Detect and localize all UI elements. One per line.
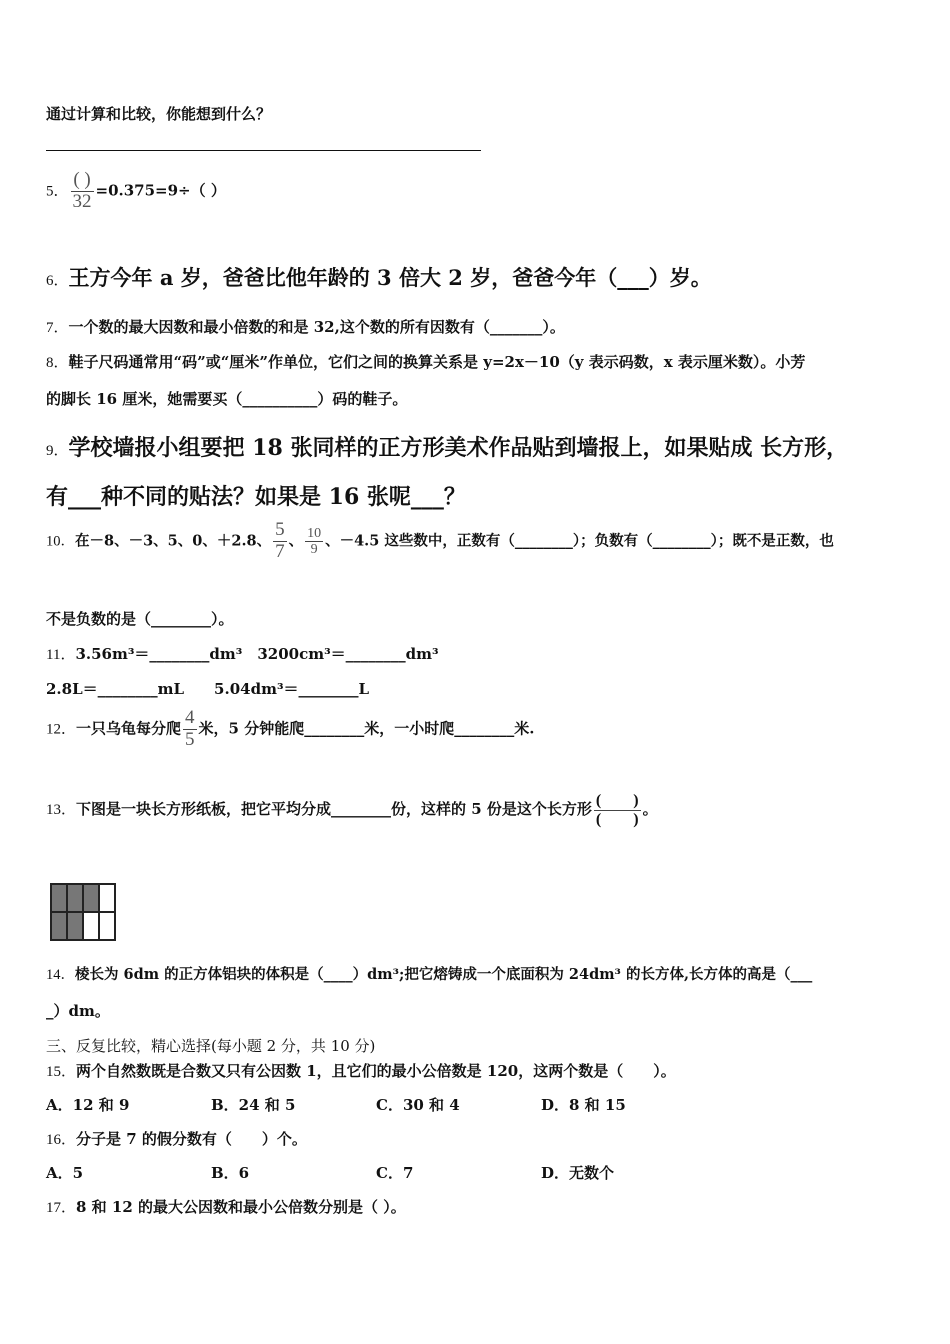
question-5: 5． $\frac{( )}{32}$ =0.375=9÷（ ） bbox=[46, 169, 226, 212]
question-14-cont: _）dm。 bbox=[46, 1002, 110, 1020]
question-9: 9．学校墙报小组要把 18 张同样的正方形美术作品贴到墙报上，如果贴成 长方形， bbox=[46, 435, 849, 461]
section-3-heading: 三、反复比较，精心选择(每小题 2 分，共 10 分) bbox=[46, 1037, 376, 1055]
question-9-cont: 有___种不同的贴法？如果是 16 张呢___？ bbox=[46, 484, 466, 510]
option-a[interactable]: A．5 bbox=[46, 1164, 84, 1182]
option-d[interactable]: D．无数个 bbox=[541, 1164, 615, 1182]
question-10: 10．在－8、－3、5、0、＋2.8、 $\frac{5}{7}$ 、 $\frac{10}{9}$ 、－4.5 这些数中，正数有（________）；负数有（________）；既不是正数，也 bbox=[46, 519, 834, 562]
q5-fraction: $\frac{( )}{32}$ bbox=[72, 169, 92, 212]
question-14: 14．棱长为 6dm 的正方体铝块的体积是（____）dm³;把它熔铸成一个底面积为 24dm³ 的长方体,长方体的高是（___ bbox=[46, 966, 813, 983]
option-c[interactable]: C．7 bbox=[376, 1164, 414, 1182]
q10-fraction-2: $\frac{10}{9}$ bbox=[307, 525, 322, 557]
question-16-options bbox=[46, 1162, 706, 1183]
question-13: 13．下图是一块长方形纸板，把它平均分成________份，这样的 5 份是这个长方形 $\frac{( )}{( )}$ 。 bbox=[46, 792, 658, 828]
question-12: 12．一只乌龟每分爬 $\frac{4}{5}$ 米，5 分钟能爬________米，一小时爬________米. bbox=[46, 707, 535, 750]
question-16: 16．分子是 7 的假分数有（ ）个。 bbox=[46, 1130, 307, 1148]
option-b[interactable]: B．24 和 5 bbox=[211, 1096, 296, 1114]
q12-fraction: $\frac{4}{5}$ bbox=[185, 707, 195, 750]
question-10-cont: 不是负数的是（________）。 bbox=[46, 610, 234, 628]
question-11: 11．3.56m³＝________dm³ 3200cm³＝________dm³ bbox=[46, 645, 439, 663]
question-8-cont: 的脚长 16 厘米，她需要买（__________）码的鞋子。 bbox=[46, 390, 408, 408]
question-8: 8．鞋子尺码通常用“码”或“厘米”作单位，它们之间的换算关系是 y=2x－10（y 表示码数，x 表示厘米数）。小芳 bbox=[46, 353, 806, 371]
q10-fraction-1: $\frac{5}{7}$ bbox=[275, 519, 285, 562]
q13-fraction: $\frac{( )}{( )}$ bbox=[595, 792, 639, 828]
rectangle-grid-figure bbox=[50, 883, 116, 941]
option-d[interactable]: D．8 和 15 bbox=[541, 1096, 626, 1114]
option-a[interactable]: A．12 和 9 bbox=[46, 1096, 130, 1114]
intro-text: 通过计算和比较，你能想到什么？ bbox=[46, 105, 272, 123]
answer-line bbox=[46, 150, 481, 151]
question-7: 7．一个数的最大因数和最小倍数的和是 32,这个数的所有因数有（_______）。 bbox=[46, 318, 565, 336]
question-11-cont: 2.8L＝________mL 5.04dm³＝________L bbox=[46, 680, 370, 698]
question-15: 15．两个自然数既是合数又只有公因数 1，且它们的最小公倍数是 120，这两个数是（ ）。 bbox=[46, 1062, 676, 1080]
option-b[interactable]: B．6 bbox=[211, 1164, 250, 1182]
question-15-options bbox=[46, 1094, 706, 1115]
option-c[interactable]: C．30 和 4 bbox=[376, 1096, 460, 1114]
question-6: 6．王方今年 a 岁，爸爸比他年龄的 3 倍大 2 岁，爸爸今年（___）岁。 bbox=[46, 265, 712, 290]
question-17: 17．8 和 12 的最大公因数和最小公倍数分别是（ ）。 bbox=[46, 1198, 406, 1216]
